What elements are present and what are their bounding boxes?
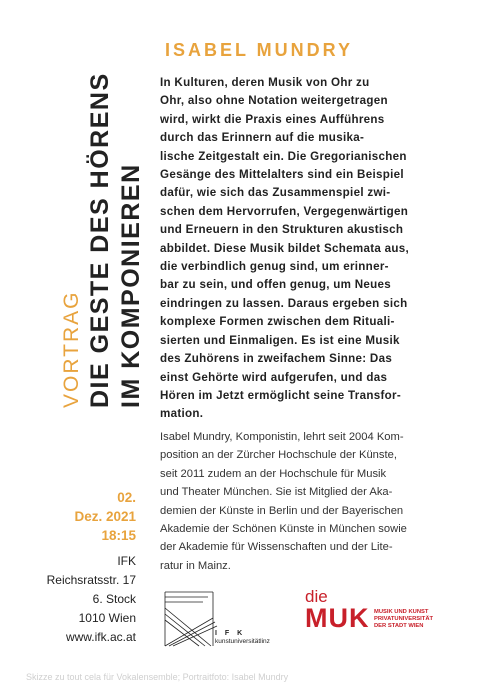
event-time: 18:15 bbox=[101, 528, 136, 543]
abstract-line: mation. bbox=[160, 407, 204, 421]
image-credit: Skizze zu tout cela für Vokalensemble; Portraitfoto: Isabel Mundry bbox=[26, 672, 289, 682]
abstract-line: abbildet. Diese Musik bildet Schemata aus, bbox=[160, 241, 410, 255]
venue-address bbox=[47, 552, 136, 647]
ifk-logo-text bbox=[215, 630, 270, 646]
venue-website-link[interactable]: www.ifk.ac.at bbox=[65, 630, 136, 644]
bio-line: position an der Zürcher Hochschule der Künste, bbox=[160, 449, 397, 462]
abstract-text bbox=[160, 74, 480, 424]
muk-logo-name: MUK bbox=[305, 603, 370, 633]
abstract-line: sierten und Einmaligen. Es ist eine Musik bbox=[160, 333, 400, 347]
abstract-line: wird, wirkt die Praxis eines Aufführens bbox=[160, 112, 385, 126]
title-kicker: VORTRAG bbox=[60, 290, 83, 408]
abstract-line: komplexe Formen zwischen dem Rituali- bbox=[160, 315, 395, 329]
bio-line: Akademie der Schönen Künste in München sowie bbox=[160, 523, 407, 536]
event-day: 02. bbox=[117, 490, 136, 505]
speaker-name: ISABEL MUNDRY bbox=[165, 40, 354, 60]
abstract-line: lische Zeitgestalt ein. Die Gregorianischen bbox=[160, 149, 407, 163]
venue-floor: 6. Stock bbox=[92, 592, 136, 606]
title-line-1: DIE GESTE DES HÖRENS bbox=[86, 72, 114, 408]
abstract-line: des Zuhörens in zweifachem Sinne: Das bbox=[160, 352, 393, 366]
abstract-line: und Erneuern in den Strukturen akustisch bbox=[160, 223, 404, 237]
event-date bbox=[74, 488, 136, 545]
muk-sub-line: MUSIK UND KUNST bbox=[374, 609, 429, 615]
abstract-line: eindringen zu lassen. Daraus ergeben sich bbox=[160, 296, 408, 310]
venue-street: Reichsratsstr. 17 bbox=[46, 573, 136, 587]
abstract-line: In Kulturen, deren Musik von Ohr zu bbox=[160, 76, 370, 89]
abstract-line: durch das Erinnern auf die musika- bbox=[160, 131, 365, 145]
abstract-line: einst Gehörte wird aufgerufen, und das bbox=[160, 370, 388, 384]
muk-logo-die: die bbox=[305, 587, 328, 606]
venue-city: 1010 Wien bbox=[78, 611, 136, 625]
bio-line: Isabel Mundry, Komponistin, lehrt seit 2004 Kom- bbox=[160, 431, 404, 443]
muk-sub-line: PRIVATUNIVERSITÄT bbox=[374, 616, 434, 622]
venue-org: IFK bbox=[117, 554, 136, 568]
bio-line: demien der Künste in Berlin und der Bayerischen bbox=[160, 504, 404, 517]
bio-line: und Theater München. Sie ist Mitglied der Aka- bbox=[160, 486, 393, 499]
title-line-2: IM KOMPONIEREN bbox=[117, 163, 145, 408]
bio-text bbox=[160, 428, 480, 575]
abstract-line: dafür, wie sich das Zusammenspiel zwi- bbox=[160, 186, 391, 200]
ifk-logo-name: I F K bbox=[215, 630, 246, 637]
abstract-line: schen dem Hervorrufen, Vergegenwärtigen bbox=[160, 204, 409, 218]
abstract-line: Hören im Jetzt ermöglicht seine Transfor- bbox=[160, 388, 402, 402]
bio-line: ratur in Mainz. bbox=[160, 559, 231, 572]
abstract-line: Gesänge des Mittelalters sind ein Beispiel bbox=[160, 168, 404, 182]
abstract-line: bar zu sein, und offen genug, um Neues bbox=[160, 278, 392, 292]
abstract-line: die verbindlich genug sind, um erinner- bbox=[160, 260, 389, 274]
ifk-logo-sub: kunstuniversitätlinz bbox=[215, 638, 270, 645]
bio-line: der Akademie für Wissenschaften und der Lite- bbox=[160, 541, 393, 554]
event-month-year: Dez. 2021 bbox=[74, 509, 136, 524]
vertical-title bbox=[59, 28, 147, 408]
bio-line: seit 2011 zudem an der Hochschule für Musik bbox=[160, 467, 387, 480]
muk-sub-line: DER STADT WIEN bbox=[374, 623, 424, 629]
muk-logo-sub bbox=[374, 609, 433, 630]
abstract-line: Ohr, also ohne Notation weitergetragen bbox=[160, 94, 388, 108]
